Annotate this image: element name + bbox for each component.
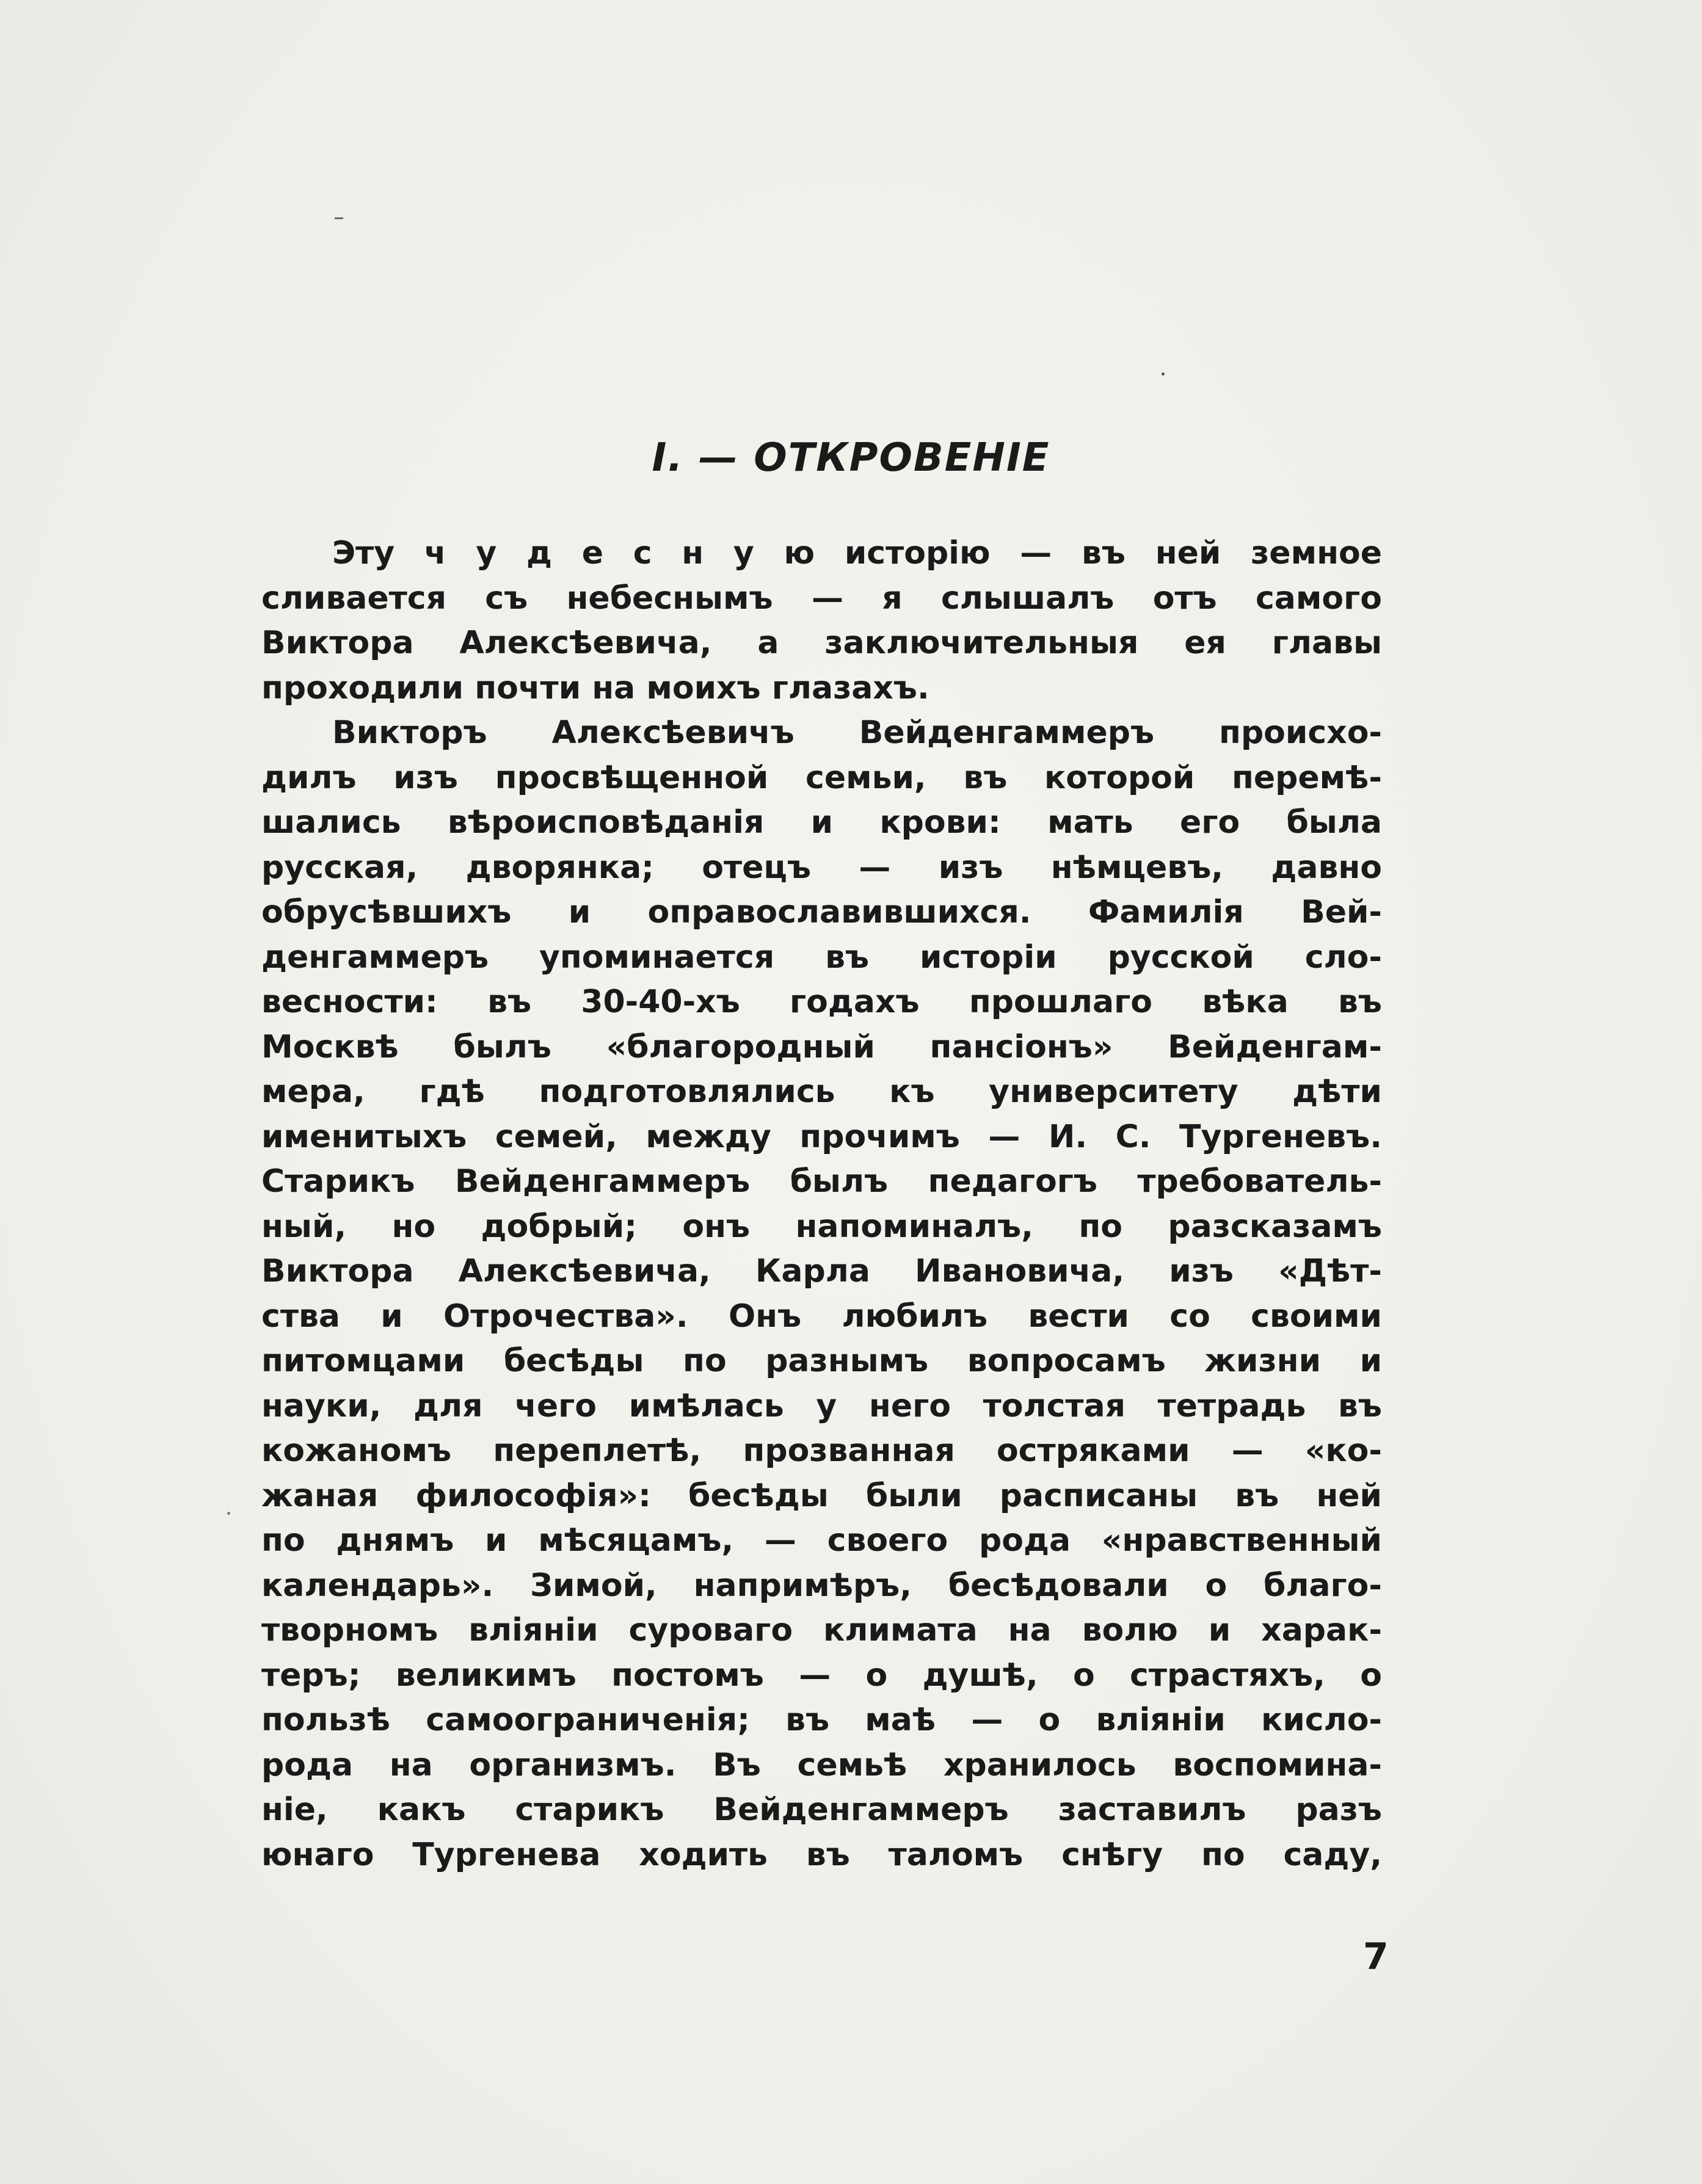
text-line: юнаго Тургенева ходить въ таломъ снѣгу по саду, (261, 1836, 1382, 1873)
text-line: Старикъ Вейденгаммеръ былъ педагогъ требователь- (261, 1163, 1382, 1200)
stray-mark (335, 217, 343, 219)
stray-dot (1162, 372, 1165, 375)
chapter-title: I. — ОТКРОВЕНІЕ (652, 435, 1050, 481)
text-line: науки, для чего имѣлась у него толстая тетрадь въ (261, 1387, 1382, 1424)
text-line: ный, но добрый; онъ напоминалъ, по разсказамъ (261, 1208, 1382, 1245)
text-line: обрусѣвшихъ и оправославившихся. Фамилія Вей- (261, 894, 1382, 931)
text-line: Эту ч у д е с н у ю исторію — въ ней земное (332, 535, 1382, 571)
text-line: русская, дворянка; отецъ — изъ нѣмцевъ, давно (261, 849, 1382, 886)
text-line: по днямъ и мѣсяцамъ, — своего рода «нравственный (261, 1522, 1382, 1559)
text-line: кожаномъ переплетѣ, прозванная остряками — «ко- (261, 1432, 1382, 1469)
text-line: ства и Отрочества». Онъ любилъ вести со своими (261, 1297, 1382, 1335)
text-line: Виктора Алексѣевича, Карла Ивановича, изъ «Дѣт- (261, 1253, 1382, 1290)
text-line: Виктора Алексѣевича, а заключительныя ея главы (261, 625, 1382, 661)
text-line: рода на организмъ. Въ семьѣ хранилось воспомина- (261, 1746, 1382, 1783)
text-line: теръ; великимъ постомъ — о душѣ, о страстяхъ, о (261, 1656, 1382, 1694)
text-line: ніе, какъ старикъ Вейденгаммеръ заставилъ разъ (261, 1791, 1382, 1828)
text-line: пользѣ самоограниченія; въ маѣ — о вліяніи кисло- (261, 1702, 1382, 1738)
text-line: мера, гдѣ подготовлялись къ университету дѣти (261, 1073, 1382, 1110)
text-line: дилъ изъ просвѣщенной семьи, въ которой перемѣ- (261, 759, 1382, 796)
text-line: календарь». Зимой, напримѣръ, бесѣдовали о благо- (261, 1567, 1382, 1604)
text-line: творномъ вліяніи суроваго климата на волю и харак- (261, 1612, 1382, 1649)
text-line: именитыхъ семей, между прочимъ — И. С. Тургеневъ. (261, 1118, 1382, 1155)
text-line: жаная философія»: бесѣды были расписаны въ ней (261, 1477, 1382, 1514)
text-line: питомцами бесѣды по разнымъ вопросамъ жизни и (261, 1343, 1382, 1379)
stray-dot (227, 1512, 230, 1515)
text-line: Викторъ Алексѣевичъ Вейденгаммеръ происхо- (332, 714, 1382, 751)
text-line: денгаммеръ упоминается въ исторіи русской сло- (261, 938, 1382, 976)
body-text (261, 531, 1382, 1877)
text-line: весности: въ 30-40-хъ годахъ прошлаго вѣка въ (261, 984, 1382, 1020)
text-line: сливается съ небеснымъ — я слышалъ отъ самого (261, 579, 1382, 617)
page-number: 7 (1363, 1935, 1389, 1978)
text-line: Москвѣ былъ «благородный пансіонъ» Вейденгам- (261, 1028, 1382, 1065)
text-line: шались вѣроисповѣданія и крови: мать его была (261, 804, 1382, 841)
text-line: проходили почти на моихъ глазахъ. (261, 669, 929, 706)
